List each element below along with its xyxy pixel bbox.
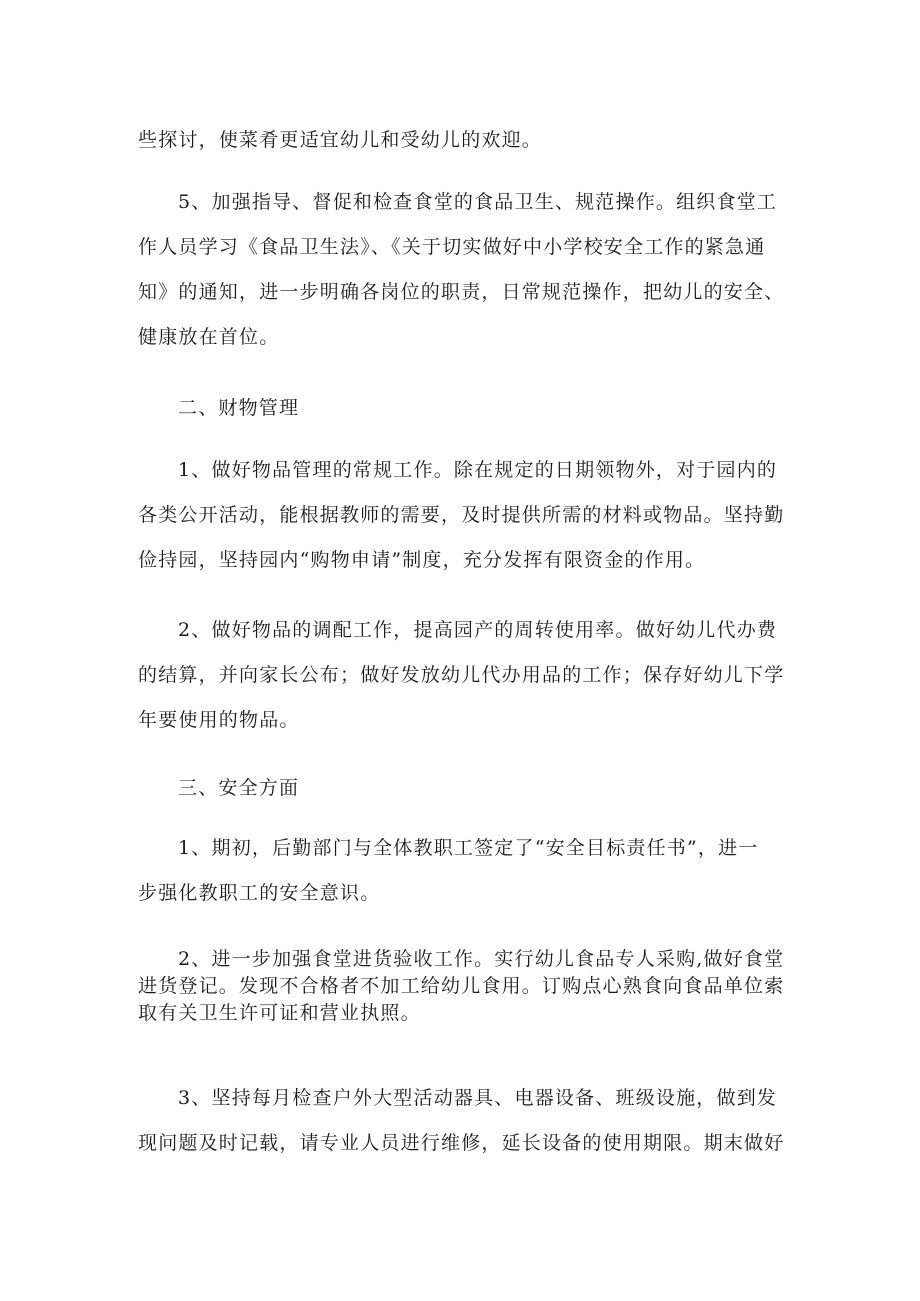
paragraph-canteen-inspection [138, 946, 788, 1027]
paragraph-canteen-supervision [138, 180, 788, 360]
paragraph-item-allocation [138, 608, 788, 743]
text-line: 2、进一步加强食堂进货验收工作。实行幼儿食品专人采购,做好食堂 [178, 948, 785, 970]
text-line: 健康放在首位。 [138, 326, 280, 348]
section-heading-property-management: 二、财物管理 [178, 397, 300, 419]
text-line: 知》的通知，进一步明确各岗位的职责，日常规范操作，把幼儿的安全、 [138, 281, 785, 303]
paragraph-continuation [138, 118, 788, 163]
text-line: 5、加强指导、督促和检查食堂的食品卫生、规范操作。组织食堂工 [178, 191, 778, 213]
text-line: 作人员学习《食品卫生法》、《关于切实做好中小学校安全工作的紧急通 [138, 236, 766, 258]
text-line: 些探讨，使菜肴更适宜幼儿和受幼儿的欢迎。 [138, 129, 543, 151]
text-line: 俭持园，坚持园内“购物申请”制度，充分发挥有限资金的作用。 [138, 549, 706, 571]
text-line: 进货登记。发现不合格者不加工给幼儿食用。订购点心熟食向食品单位索 [138, 975, 785, 997]
text-line: 步强化教职工的安全意识。 [138, 882, 381, 904]
paragraph-safety-responsibility [138, 826, 788, 916]
text-line: 的结算，并向家长公布；做好发放幼儿代办用品的工作；保存好幼儿下学 [138, 664, 785, 686]
text-line: 2、做好物品的调配工作，提高园产的周转使用率。做好幼儿代办费 [178, 619, 778, 641]
text-line: 3、坚持每月检查户外大型活动器具、电器设备、班级设施，做到发 [178, 1087, 778, 1109]
section-heading-safety: 三、安全方面 [178, 777, 300, 799]
paragraph-equipment-check [138, 1076, 788, 1166]
text-line: 年要使用的物品。 [138, 709, 300, 731]
text-line: 1、做好物品管理的常规工作。除在规定的日期领物外，对于园内的 [178, 459, 778, 481]
paragraph-item-management [138, 448, 788, 583]
text-line: 1、期初，后勤部门与全体教职工签定了“安全目标责任书”，进一 [178, 837, 759, 859]
text-line: 取有关卫生许可证和营业执照。 [138, 1002, 421, 1024]
text-line: 各类公开活动，能根据教师的需要，及时提供所需的材料或物品。坚持勤 [138, 504, 785, 526]
text-line: 现问题及时记载，请专业人员进行维修，延长设备的使用期限。期末做好 [138, 1132, 785, 1154]
